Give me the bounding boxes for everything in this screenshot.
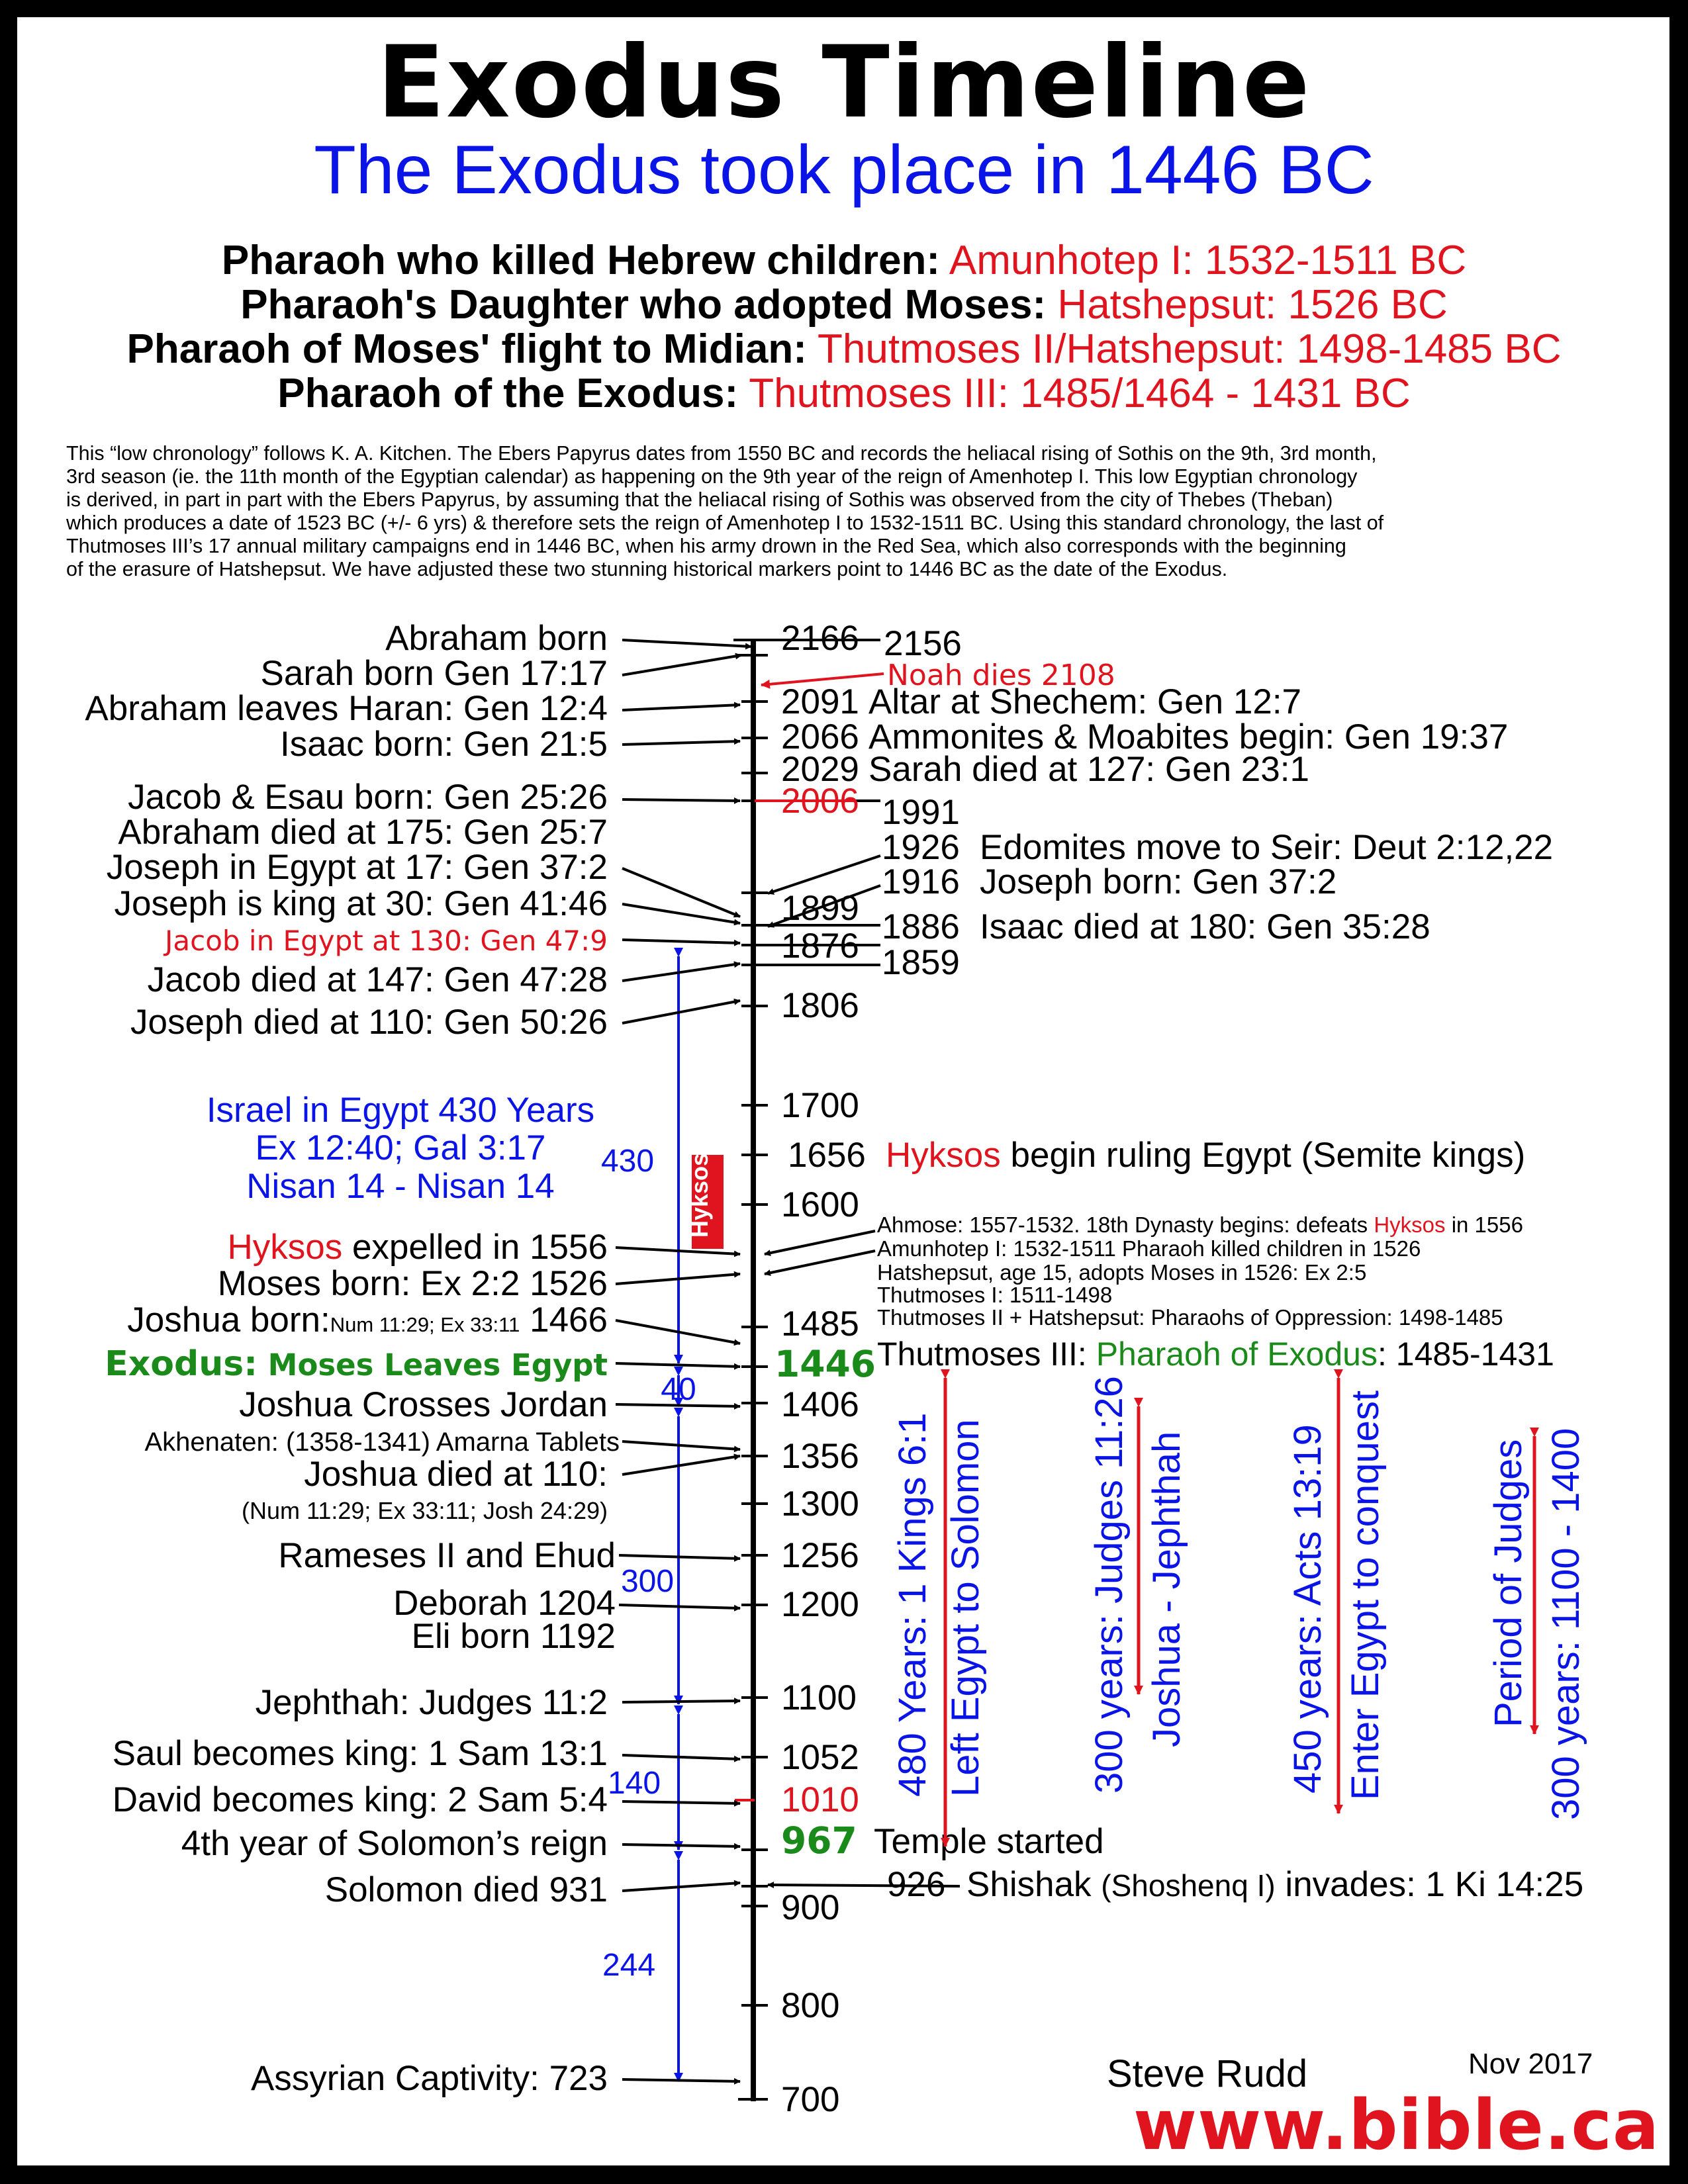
publish-date: Nov 2017 [1468, 2048, 1593, 2080]
year-label: 2091 [781, 682, 859, 721]
intro-paragraph: This “low chronology” follows K. A. Kitchen. The Ebers Papyrus dates from 1550 BC and records the heliacal rising of Sothis on the 9th, 3rd month, 3rd season (ie. the 11th month of the Egyptian calendar) as happening on the 9th year of the reign of Amenhotep I. This low Egyptian chronology is derived, in part in part with the Ebers Papyrus, by assuming that the heliacal rising of Sothis was observed from the city of Thebes (Theban) which produces a date of 1523 BC (+/- 6 yrs) & therefore sets the reign of Amenhotep I to 1532-1511 BC. Using this standard chronology, the last of Thutmoses III’s 17 annual military campaigns end in 1446 BC, when his army drown in the Red Sea, which also corresponds with the beginning of the erasure of Hatshepsut. We have adjusted these two stunning historical markers point to 1446 BC as the date of the Exodus. [66, 442, 1384, 580]
event-label: Temple started [874, 1822, 1104, 1861]
year-label: 2156 [884, 624, 962, 663]
vertical-span-labels [891, 1376, 1587, 1820]
event-label: Abraham born [385, 619, 608, 658]
span-label: 300 [620, 1564, 675, 1599]
event-label: Shishak (Shoshenq I) invades: 1 Ki 14:25 [966, 1865, 1584, 1904]
event-label: David becomes king: 2 Sam 5:4 [112, 1780, 608, 1819]
span-label: 244 [602, 1948, 656, 1983]
event-label: Sarah died at 127: Gen 23:1 [868, 750, 1309, 789]
vertical-label: Enter Egypt to conquest [1344, 1390, 1387, 1800]
year-label: 1600 [781, 1185, 859, 1224]
year-label: 700 [781, 2080, 840, 2119]
event-label: Jacob & Esau born: Gen 25:26 [128, 778, 608, 817]
event-label: Hyksos begin ruling Egypt (Semite kings) [886, 1136, 1526, 1175]
pharaoh-line: Pharaoh of the Exodus: Thutmoses III: 1485/1464 - 1431 BC [277, 371, 1411, 416]
dynasty-notes [877, 1212, 1554, 1373]
year-label: 1200 [781, 1585, 859, 1624]
event-label: Jacob died at 147: Gen 47:28 [147, 960, 608, 999]
year-label: 1010 [781, 1780, 859, 1819]
event-label: 4th year of Solomon’s reign [181, 1824, 608, 1863]
year-label: 1899 [781, 889, 859, 928]
event-label: Assyrian Captivity: 723 [250, 2059, 608, 2098]
israel-in-egypt-note [207, 1091, 594, 1206]
vertical-label: Joshua - Jephthah [1145, 1431, 1188, 1747]
year-label: 800 [781, 1986, 840, 2025]
event-label: Jacob in Egypt at 130: Gen 47:9 [165, 925, 608, 957]
year-label: 1256 [781, 1536, 859, 1575]
vertical-label: 300 years: Judges 11:26 [1088, 1376, 1131, 1794]
event-label: Joseph in Egypt at 17: Gen 37:2 [106, 848, 608, 887]
year-label: 1700 [781, 1086, 859, 1125]
page-title: Exodus Timeline [377, 25, 1311, 140]
dynasty-note: Thutmoses II + Hatshepsut: Pharaohs of Oppression: 1498-1485 [877, 1305, 1503, 1330]
red-span-arrows [945, 1378, 1534, 1846]
year-label: 1100 [781, 1678, 857, 1717]
event-label: Ammonites & Moabites begin: Gen 19:37 [868, 717, 1509, 756]
span-label: 40 [661, 1372, 696, 1407]
event-label: Joseph died at 110: Gen 50:26 [130, 1003, 608, 1042]
year-label: 2029 [781, 750, 859, 789]
event-label: Hyksos expelled in 1556 [227, 1228, 608, 1267]
pharaoh-line: Pharaoh's Daughter who adopted Moses: Hatshepsut: 1526 BC [240, 282, 1448, 328]
event-label: Noah dies 2108 [887, 659, 1115, 692]
event-label: Eli born 1192 [411, 1617, 616, 1656]
year-label: 1446 [774, 1343, 876, 1385]
year-label: 1806 [781, 986, 859, 1025]
event-label: Akhenaten: (1358-1341) Amarna Tablets [144, 1428, 620, 1457]
event-label: Solomon died 931 [324, 1870, 608, 1909]
dynasty-note: Amunhotep I: 1532-1511 Pharaoh killed children in 1526 [877, 1236, 1421, 1261]
event-label: Abraham leaves Haran: Gen 12:4 [85, 689, 608, 728]
event-label: Joseph is king at 30: Gen 41:46 [114, 884, 608, 923]
year-label: 2006 [781, 782, 859, 821]
year-label: 1859 [882, 943, 960, 982]
event-label: Abraham died at 175: Gen 25:7 [118, 813, 608, 852]
year-label: 1926 [882, 828, 960, 867]
event-label: Sarah born Gen 17:17 [260, 654, 608, 693]
year-label: 1991 [882, 793, 960, 832]
event-label: Saul becomes king: 1 Sam 13:1 [112, 1734, 608, 1773]
note-line: Nisan 14 - Nisan 14 [246, 1167, 555, 1206]
event-label: Rameses II and Ehud [278, 1536, 616, 1575]
pharaoh-line: Pharaoh of Moses' flight to Midian: Thutmoses II/Hatshepsut: 1498-1485 BC [126, 326, 1562, 372]
year-label: 1356 [781, 1437, 859, 1476]
year-label: 1916 [882, 862, 960, 901]
event-label: Joseph born: Gen 37:2 [980, 862, 1337, 901]
vertical-label: 450 years: Acts 13:19 [1286, 1424, 1329, 1794]
dynasty-note: Ahmose: 1557-1532. 18th Dynasty begins: defeats Hyksos in 1556 [877, 1212, 1523, 1237]
hyksos-box-label: Hyksos [686, 1152, 713, 1238]
span-label: 430 [600, 1144, 655, 1179]
site-link[interactable]: www.bible.ca [1133, 2085, 1660, 2165]
vertical-label: 300 years: 1100 - 1400 [1544, 1428, 1587, 1820]
year-label: 1300 [781, 1484, 859, 1524]
dynasty-note: Hatshepsut, age 15, adopts Moses in 1526: Ex 2:5 [877, 1260, 1367, 1285]
event-label: Isaac born: Gen 21:5 [280, 725, 608, 764]
note-line: Israel in Egypt 430 Years [206, 1091, 595, 1130]
year-label: 1052 [781, 1738, 859, 1777]
event-label: Jephthah: Judges 11:2 [255, 1683, 608, 1722]
left-events [85, 619, 620, 2098]
vertical-label: Period of Judges [1487, 1439, 1530, 1727]
author-credit: Steve Rudd [1107, 2052, 1308, 2095]
event-label: Edomites move to Seir: Deut 2:12,22 [980, 828, 1554, 867]
event-label: Deborah 1204 [393, 1584, 616, 1623]
year-label: 1876 [781, 927, 859, 966]
pharaoh-line: Pharaoh who killed Hebrew children: Amunhotep I: 1532-1511 BC [221, 238, 1467, 283]
event-label: Moses born: Ex 2:2 1526 [217, 1264, 608, 1303]
event-label: Isaac died at 180: Gen 35:28 [980, 907, 1430, 946]
event-label: (Num 11:29; Ex 33:11; Josh 24:29) [242, 1497, 608, 1524]
dynasty-note: Thutmoses I: 1511-1498 [877, 1283, 1113, 1307]
year-label: 1886 [882, 907, 960, 946]
year-label: 967 [781, 1819, 857, 1862]
year-label: 2066 [781, 717, 859, 756]
year-label: 1656 [788, 1136, 866, 1175]
note-line: Ex 12:40; Gal 3:17 [255, 1128, 546, 1167]
event-label: Altar at Shechem: Gen 12:7 [868, 682, 1302, 721]
event-label: Joshua Crosses Jordan [239, 1385, 608, 1424]
event-label: Joshua born:Num 11:29; Ex 33:11 1466 [127, 1300, 608, 1340]
year-label: 900 [781, 1888, 840, 1927]
page-subtitle: The Exodus took place in 1446 BC [314, 132, 1374, 208]
year-label: 2166 [781, 619, 859, 658]
event-label: Exodus: Moses Leaves Egypt [105, 1344, 608, 1384]
year-label: 1406 [781, 1385, 859, 1424]
event-label: Joshua died at 110: [304, 1455, 608, 1494]
year-label: 1485 [781, 1304, 859, 1343]
vertical-label: Left Egypt to Solomon [944, 1419, 987, 1797]
vertical-label: 480 Years: 1 Kings 6:1 [891, 1412, 934, 1797]
year-label: 926 [887, 1865, 946, 1904]
dynasty-note: Thutmoses III: Pharaoh of Exodus: 1485-1431 [877, 1336, 1554, 1373]
span-label: 140 [607, 1766, 661, 1801]
